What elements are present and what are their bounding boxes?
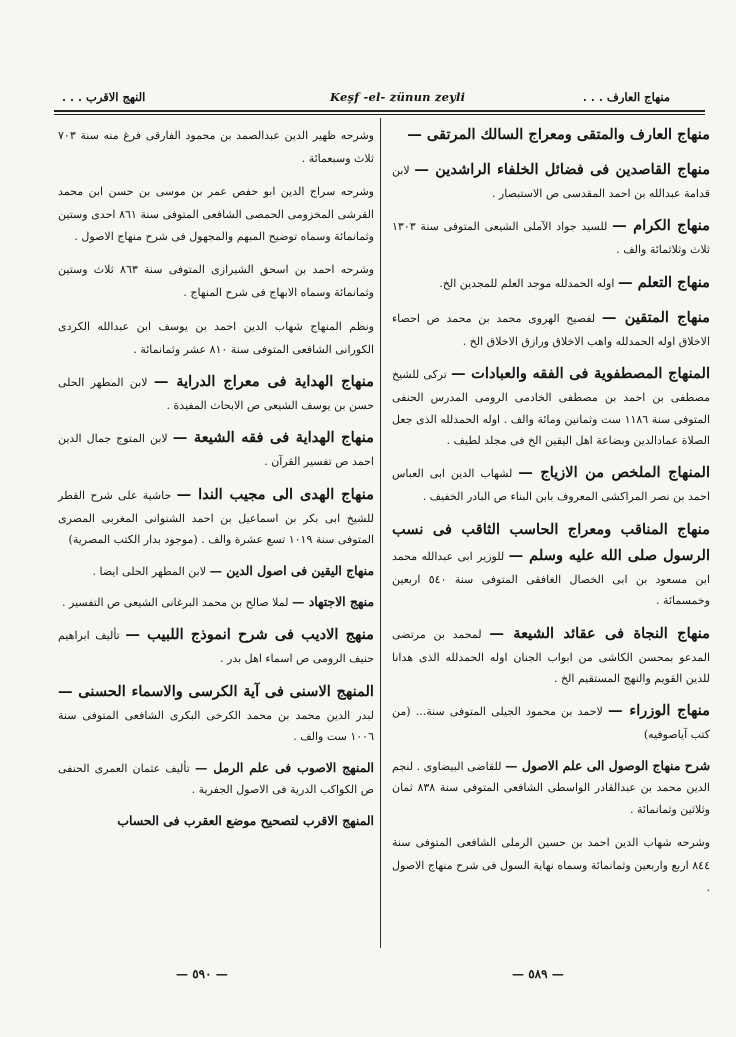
entry (58, 313, 374, 360)
entry-text: لاحمد بن محمود الجيلى المتوفى سنة... (من كتب آياصوفيه) (392, 705, 710, 742)
entry (392, 829, 710, 898)
left-column (58, 122, 374, 841)
entry-heading: المنهاج الملخص من الازياج — (518, 464, 711, 482)
entry-heading: المنهاج المصطفوية فى الفقه والعبادات — (450, 365, 710, 383)
entry-heading: منهاج الوزراء — (608, 702, 710, 720)
entry-text: لفصيح الهروى محمد بن محمد ص احصاء الاخلاق اوله الحمدلله واهب الاخلاق ورازق الاخلاق الخ . (392, 311, 710, 348)
entry-heading: منهاج الكرام — (612, 217, 710, 235)
entry-text: وشرحه سراج الدين ابو حفص عمر بن موسى بن حسن ابن محمد القرشى المخزومى الحمصى الشافعى المتوفى سنة ٨٦١ احدى وستين وثمانمائة وسماه توضيح المبهم والمجهول فى شرح منهاج الاصول . (58, 185, 374, 243)
entry (392, 122, 710, 148)
entry (58, 757, 374, 801)
running-header-right: منهاج العارف . . . (582, 90, 670, 104)
entry-text: لبدر الدين محمد بن محمد الكرخى البكرى الشافعى المتوفى سنة ١٠٠٦ ست والف . (58, 708, 374, 744)
entry-text: وشرحه ظهير الدين عبدالصمد بن محمود الفارقى فرغ منه سنة ٧٠٣ ثلاث وسبعمائة . (58, 129, 374, 165)
entry (58, 122, 374, 169)
entry (392, 755, 710, 820)
entry (392, 157, 710, 204)
entry (58, 679, 374, 748)
entry-text: للوزير ابى عبدالله محمد ابن مسعود بن ابى الخصال الغافقى المتوفى سنة ٥٤٠ اربعين وخمسمائة . (392, 549, 710, 608)
entry-text: لمحمد بن مرتضى المدعو بمحسن الكاشى من ابواب الجنان اوله الحمدلله الذى هدانا للدين القويم والنهج المستقيم الخ . (392, 627, 710, 686)
entry (392, 517, 710, 612)
entry-heading: منهج الاديب فى شرح انموذج اللبيب — (125, 626, 374, 644)
entry (392, 460, 710, 507)
entry (58, 810, 374, 832)
entry-text: لشهاب الدين ابى العباس احمد بن نصر المراكشى المعروف بابن البناء ص البادر الخفيف . (392, 467, 710, 504)
entry-heading: منهاج الهداية فى معراج الدراية — (153, 373, 374, 391)
entry-text: وشرحه شهاب الدين احمد بن حسين الرملى الشافعى المتوفى سنة ٨٤٤ اربع واربعين وثمانمائة وسماه نهاية السول فى شرح منهاج الاصول . (392, 836, 710, 894)
entry (58, 622, 374, 669)
entry (392, 270, 710, 296)
entry (58, 178, 374, 247)
entry (392, 361, 710, 451)
entry (58, 560, 374, 582)
entry-text: للقاضى البيضاوى . لنجم الدين محمد بن عبدالقادر الواسطى الشافعى المتوفى سنة ٨٣٨ ثمان وثلاثين وثمانمائة . (392, 759, 710, 816)
page-number-right: — ٥٨٩ — (512, 967, 564, 981)
entry-heading: منهاج النجاة فى عقائد الشيعة — (489, 624, 710, 642)
header-rule-thin (54, 114, 705, 115)
entry-text: تركى للشيخ مصطفى بن احمد بن مصطفى الخادمى الرومى المدرس الحنفى المتوفى سنة ١١٨٦ ست وثمانين ومائة والف . اوله الحمدلله الذى جعل الصلاة عمادالدين وبضاعة اهل اليقين الخ فى مجلد لطيف . (392, 368, 711, 448)
entry-heading: المنهج الاصوب فى علم الرمل — (194, 759, 374, 775)
entry-text: حاشية على شرح القطر للشيخ ابى بكر بن اسماعيل بن احمد الشنوانى المغربى المصرى المتوفى سنة ١٠١٩ تسع عشرة والف . (موجود بدار الكتب المصرية) (58, 488, 374, 547)
entry-heading: شرح منهاج الوصول الى علم الاصول — (505, 757, 710, 773)
entry (392, 305, 710, 352)
entry-text: اوله الحمدلله موجد العلم للمجدين الخ. (439, 276, 615, 290)
entry-heading: منهاج العارف والمتقى ومعراج السالك المرتقى — (407, 126, 710, 143)
running-header-center: Keşf -el- zünun zeyli (330, 90, 466, 104)
entry-heading: المنهج الاقرب لتصحيح موضع العقرب فى الحساب (117, 812, 374, 828)
entry-text: وشرحه احمد بن اسحق الشيرازى المتوفى سنة ٨٦٣ ثلاث وستين وثمانمائة وسماه الابهاج فى شرح المنهاج . (58, 263, 374, 300)
entry-heading: المنهج الاسنى فى آية الكرسى والاسماء الحسنى — (58, 682, 374, 700)
entry-heading: منهاج المتقين — (601, 308, 710, 326)
right-column (392, 122, 710, 907)
entry-text: لملا صالح بن محمد البرغانى الشيعى ص التفسير . (62, 596, 289, 610)
entry (58, 256, 374, 303)
entry (58, 482, 374, 551)
entry (58, 425, 374, 472)
entry-text: تأليف ابراهيم حنيف الرومى ص اسماء اهل بدر . (58, 629, 374, 666)
entry-text: ونظم المنهاج شهاب الدين احمد بن يوسف ابن عبدالله الكردى الكورانى الشافعى المتوفى سنة ٨١٠ عشر وثمانمائة . (58, 319, 374, 356)
entry-heading: منهاج التعلم — (617, 273, 710, 291)
entry (58, 369, 374, 416)
entry (392, 213, 710, 260)
entry-heading: منهاج الهدى الى مجيب الندا — (176, 485, 374, 503)
entry-heading: منهج الاجتهاد — (291, 594, 374, 610)
header-rule (54, 110, 705, 112)
entry-heading: منهاج القاصدين فى فضائل الخلفاء الراشدين — (414, 161, 711, 178)
entry-text: لابن المتوج جمال الدين احمد ص تفسير القرآن . (58, 432, 374, 469)
entry-text: لابن المطهر الحلى ايضا . (92, 564, 206, 578)
entry-text: لابن قدامة عبدالله بن احمد المقدسى ص الاستبصار . (392, 164, 710, 200)
entry-heading: منهاج الهداية فى فقه الشيعة — (172, 429, 374, 447)
entry-heading: منهاج المناقب ومعراج الحاسب الثاقب فى نسب الرسول صلى الله عليه وسلم — (392, 520, 710, 564)
column-divider (380, 118, 381, 948)
entry-text: تأليف عثمان العمرى الحنفى ص الكواكب الدرية فى الاصول الجفرية . (58, 761, 374, 797)
entry (392, 621, 710, 690)
entry (58, 591, 374, 613)
entry (392, 698, 710, 745)
entry-text: للسيد جواد الآملى الشيعى المتوفى سنة ١٣٠٣ ثلاث وثلاثمائة والف . (392, 220, 710, 257)
entry-text: لابن المطهر الحلى حسن بن يوسف الشيعى ص الابحاث المفيدة . (58, 376, 374, 413)
entry-heading: منهاج اليقين فى اصول الدين — (209, 562, 374, 578)
running-header-left: النهج الاقرب . . . (62, 90, 146, 104)
page-number-left: — ٥٩٠ — (176, 967, 228, 981)
